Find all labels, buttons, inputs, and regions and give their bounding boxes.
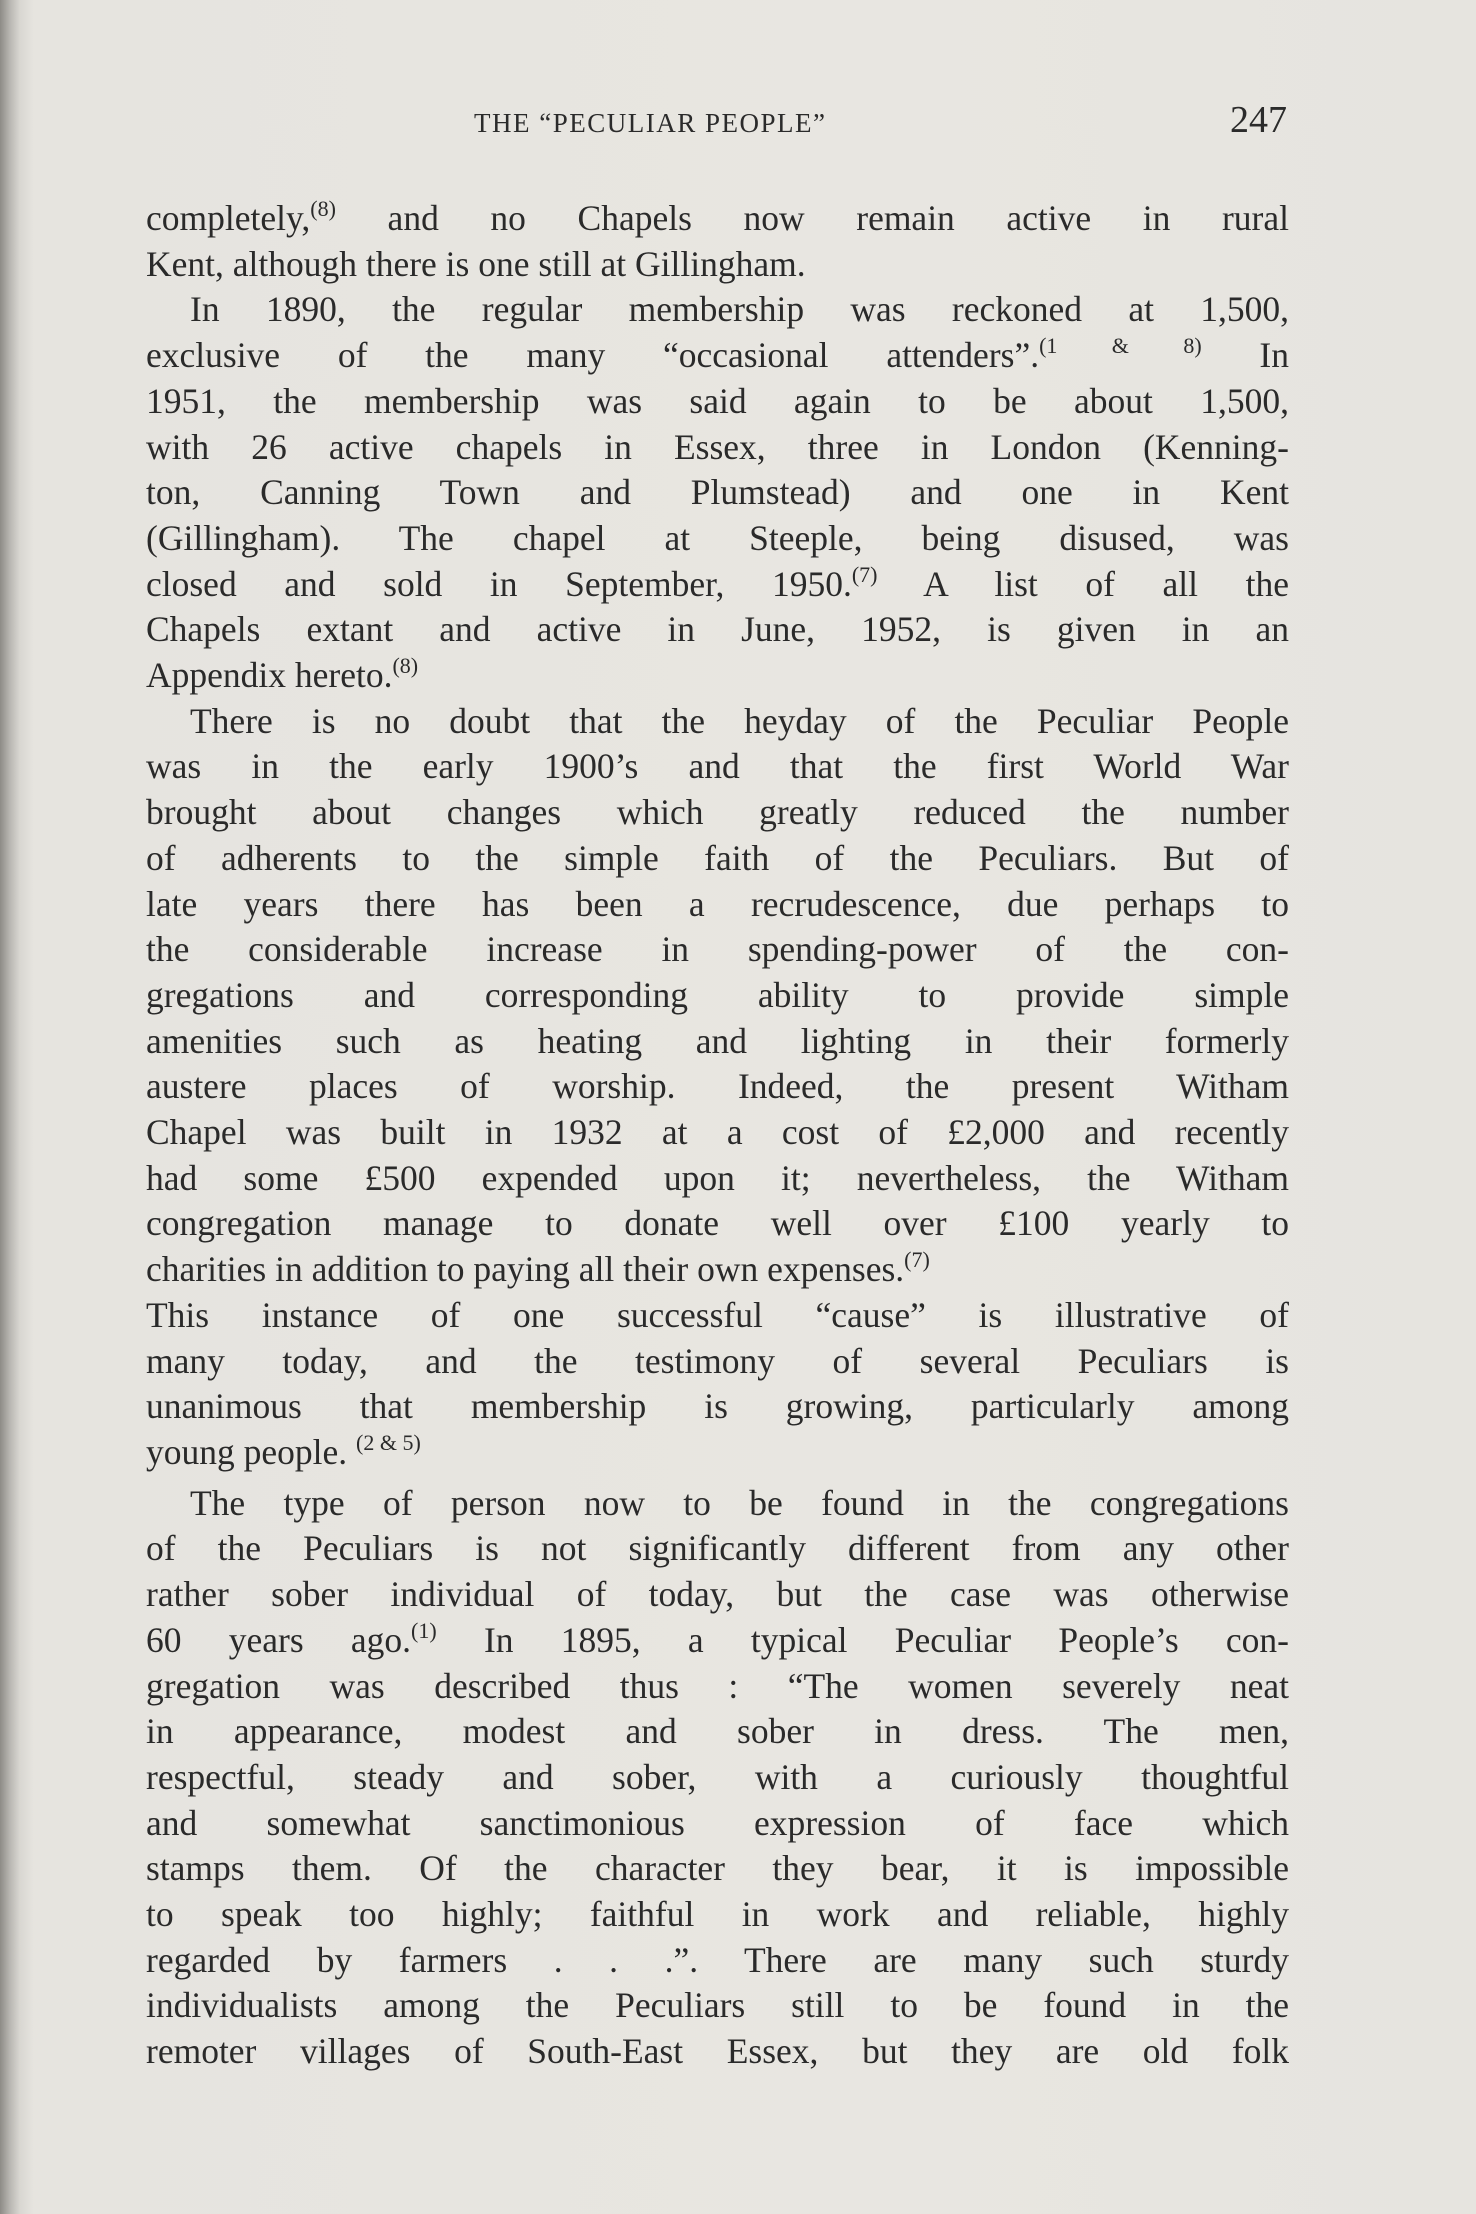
text-segment: of the Peculiars is not significantly different from any other: [146, 1528, 1289, 1569]
footnote-reference: (7): [851, 561, 878, 587]
text-segment: completely,: [146, 198, 311, 238]
paragraph-continuation: [146, 196, 1289, 287]
text-line: [146, 1064, 1289, 1110]
text-segment: The type of person now to be found in the congregations: [190, 1482, 1289, 1523]
footnote-reference: (8): [392, 653, 419, 679]
paragraph-congregation-type: [146, 1481, 1289, 2075]
text-segment: stamps them. Of the character they bear, it is impossible: [146, 1848, 1289, 1889]
text-line: [146, 927, 1289, 973]
text-line: [146, 379, 1289, 425]
text-segment: young people.: [146, 1431, 357, 1472]
text-line: [146, 882, 1289, 928]
text-line: [146, 1384, 1289, 1430]
footnote-reference: (1): [411, 1617, 437, 1643]
text-segment: rather sober individual of today, but the case was otherwise: [146, 1574, 1289, 1615]
text-line: [146, 1293, 1289, 1339]
text-line: [146, 973, 1289, 1019]
text-line: [146, 1755, 1289, 1801]
text-segment: amenities such as heating and lighting in their formerly: [146, 1020, 1289, 1061]
text-line: [146, 836, 1289, 882]
text-line: [146, 287, 1289, 333]
text-segment: Chapel was built in 1932 at a cost of £2,000 and recently: [146, 1112, 1289, 1153]
text-segment: had some £500 expended upon it; nevertheless, the Witham: [146, 1157, 1289, 1198]
text-segment: In 1895, a typical Peculiar People’s con-: [436, 1619, 1289, 1660]
text-line: [146, 653, 1289, 699]
page-number: 247: [1230, 99, 1287, 141]
text-line: [146, 1938, 1289, 1984]
text-segment: of adherents to the simple faith of the Peculiars. But of: [146, 837, 1289, 878]
text-segment: unanimous that membership is growing, particularly among: [146, 1386, 1289, 1427]
footnote-reference: (2 & 5): [356, 1429, 421, 1455]
text-line: [146, 1846, 1289, 1892]
text-segment: regarded by farmers . . .”. There are many such sturdy: [146, 1939, 1289, 1980]
text-segment: late years there has been a recrudescence, due perhaps to: [146, 883, 1289, 924]
text-segment: individualists among the Peculiars still to be found in the: [146, 1985, 1289, 2026]
text-segment: In 1890, the regular membership was reckoned at 1,500,: [190, 289, 1289, 330]
text-line: [146, 790, 1289, 836]
text-line: [146, 1339, 1289, 1385]
footnote-reference: (1 & 8): [1039, 333, 1202, 359]
text-line: [146, 562, 1289, 608]
footnote-reference: (8): [310, 196, 336, 221]
text-segment: the considerable increase in spending-power of the con-: [146, 929, 1289, 970]
text-segment: and no Chapels now remain active in rural: [335, 198, 1289, 238]
text-segment: charities in addition to paying all their own expenses.: [146, 1249, 905, 1290]
text-segment: many today, and the testimony of several Peculiars is: [146, 1340, 1289, 1381]
text-segment: in appearance, modest and sober in dress. The men,: [146, 1711, 1289, 1752]
footnote-reference: (7): [904, 1247, 930, 1273]
text-line: [146, 1892, 1289, 1938]
text-line: [146, 1201, 1289, 1247]
text-line: [146, 516, 1289, 562]
text-segment: and somewhat sanctimonious expression of face which: [146, 1802, 1289, 1843]
paragraph-membership: [146, 287, 1289, 698]
text-segment: closed and sold in September, 1950.: [146, 563, 852, 604]
text-line: [146, 607, 1289, 653]
text-line: [146, 1430, 1289, 1476]
text-segment: was in the early 1900’s and that the first World War: [146, 746, 1289, 787]
text-segment: A list of all the: [877, 563, 1289, 604]
text-line: [146, 1110, 1289, 1156]
text-segment: 1951, the membership was said again to be about 1,500,: [146, 380, 1289, 421]
text-segment: with 26 active chapels in Essex, three in London (Kenning-: [146, 426, 1289, 467]
text-line: [146, 2029, 1289, 2075]
text-line: [146, 1481, 1289, 1527]
text-line: [146, 1983, 1289, 2029]
text-segment: Kent, although there is one still at Gillingham.: [146, 243, 806, 284]
body-text: [146, 196, 1289, 2075]
text-segment: remoter villages of South-East Essex, but they are old folk: [146, 2031, 1289, 2072]
text-line: [146, 1526, 1289, 1572]
text-segment: respectful, steady and sober, with a curiously thoughtful: [146, 1756, 1289, 1797]
text-line: [146, 1247, 1289, 1293]
text-line: [146, 1618, 1289, 1664]
text-line: [146, 699, 1289, 745]
text-segment: gregations and corresponding ability to provide simple: [146, 974, 1289, 1015]
text-segment: to speak too highly; faithful in work and reliable, highly: [146, 1894, 1289, 1935]
text-segment: This instance of one successful “cause” is illustrative of: [146, 1294, 1289, 1335]
text-segment: ton, Canning Town and Plumstead) and one in Kent: [146, 472, 1289, 513]
text-segment: austere places of worship. Indeed, the present Witham: [146, 1066, 1289, 1107]
text-line: [146, 470, 1289, 516]
page-header: [0, 96, 1476, 156]
text-segment: Chapels extant and active in June, 1952, is given in an: [146, 609, 1289, 650]
text-segment: Appendix hereto.: [146, 655, 393, 696]
text-line: [146, 242, 1289, 288]
text-segment: In: [1201, 335, 1289, 376]
text-line: [146, 1801, 1289, 1847]
text-line: [146, 744, 1289, 790]
text-line: [146, 333, 1289, 379]
text-segment: brought about changes which greatly reduced the number: [146, 792, 1289, 833]
text-segment: 60 years ago.: [146, 1619, 412, 1660]
text-segment: exclusive of the many “occasional attenders”.: [146, 335, 1040, 376]
paragraph-heyday: [146, 699, 1289, 1476]
text-line: [146, 1156, 1289, 1202]
text-segment: gregation was described thus : “The women severely neat: [146, 1665, 1289, 1706]
running-title: THE “PECULIAR PEOPLE”: [474, 108, 827, 138]
text-line: [146, 196, 1289, 242]
text-segment: There is no doubt that the heyday of the Peculiar People: [190, 700, 1289, 741]
text-line: [146, 425, 1289, 471]
text-line: [146, 1572, 1289, 1618]
text-line: [146, 1019, 1289, 1065]
text-line: [146, 1709, 1289, 1755]
text-segment: congregation manage to donate well over £100 yearly to: [146, 1203, 1289, 1244]
text-line: [146, 1664, 1289, 1710]
text-segment: (Gillingham). The chapel at Steeple, being disused, was: [146, 517, 1289, 558]
